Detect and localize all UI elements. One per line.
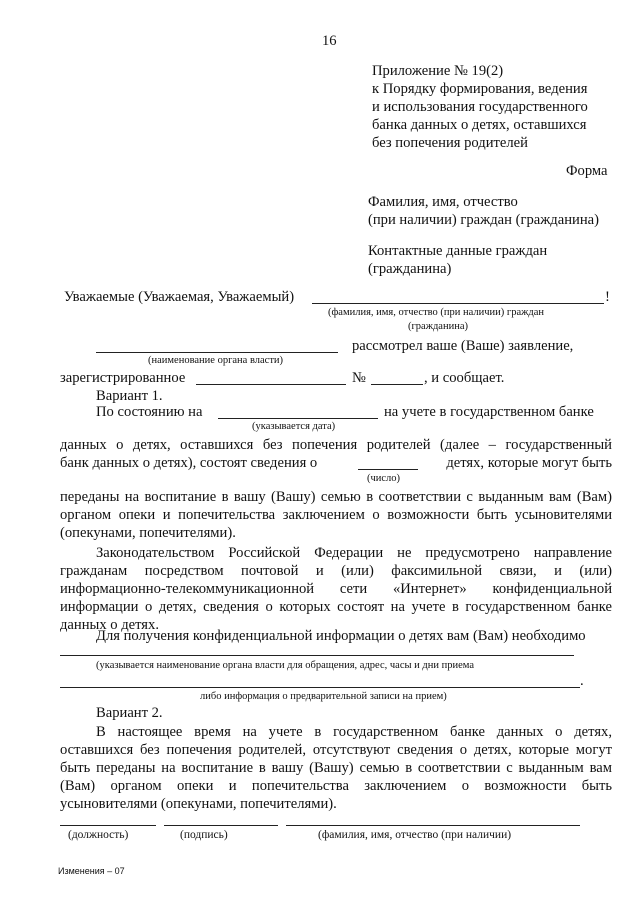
- greeting-fio-blank[interactable]: [312, 303, 604, 304]
- greeting-exclamation: !: [605, 289, 610, 305]
- recipient-name-line: (при наличии) граждан (гражданина): [368, 212, 599, 228]
- children-count-blank[interactable]: [358, 469, 418, 470]
- variant2-line: (Вам) органом опеки и попечительства заключением о возможности быть: [60, 778, 612, 794]
- authority-info-blank[interactable]: [60, 655, 574, 656]
- fio-hint: (фамилия, имя, отчество (при наличии): [318, 829, 512, 841]
- variant1-date-blank[interactable]: [218, 418, 378, 419]
- greeting-hint: (гражданина): [408, 321, 468, 332]
- footer-note: Изменения – 07: [58, 866, 125, 876]
- position-blank[interactable]: [60, 825, 156, 826]
- appendix-line: к Порядку формирования, ведения: [372, 81, 588, 97]
- law-line: данных о детях.: [60, 617, 159, 633]
- position-hint: (должность): [68, 829, 129, 841]
- law-line: информации о детях, сведения о которых состоят на учете в государственном банке: [60, 599, 612, 615]
- appendix-line: банка данных о детях, оставшихся: [372, 117, 587, 133]
- authority-blank[interactable]: [96, 352, 338, 353]
- end-dot: .: [580, 673, 584, 689]
- recipient-contact-line: (гражданина): [368, 261, 452, 277]
- variant2-line: усыновителями (опекунами, попечителями).: [60, 796, 337, 812]
- variant1-date-suffix: на учете в государственном банке: [384, 404, 594, 420]
- appendix-line: Приложение № 19(2): [372, 63, 504, 79]
- appendix-header: [372, 62, 588, 152]
- authority-info-hint-2: либо информация о предварительной записи на прием): [200, 691, 447, 702]
- recipient-name: [368, 193, 599, 229]
- registered-prefix: зарегистрированное: [60, 370, 186, 386]
- authority-hint: (наименование органа власти): [148, 355, 284, 366]
- recipient-contact-line: Контактные данные граждан: [368, 243, 548, 259]
- number-hint: (число): [367, 473, 401, 484]
- law-line: гражданам посредством почтовой и (или) факсимильной связи, и (или): [60, 563, 612, 579]
- form-label: Форма: [566, 163, 608, 179]
- variant1-text-line: переданы на воспитание в вашу (Вашу) семью в соответствии с выданным вам (Вам): [60, 489, 612, 505]
- variant1-text-line: (опекунами, попечителями).: [60, 525, 236, 541]
- registered-date-blank[interactable]: [196, 384, 346, 385]
- registered-suffix: , и сообщает.: [424, 370, 505, 386]
- law-line: информационно-телекоммуникационной сети «Интернет» конфиденциальной: [60, 581, 612, 597]
- variant2-line: В настоящее время на учете в государственном банке данных о детях,: [96, 724, 612, 740]
- variant2-title: Вариант 2.: [96, 705, 163, 721]
- number-sign: №: [352, 370, 366, 386]
- recipient-name-line: Фамилия, имя, отчество: [368, 194, 518, 210]
- recipient-contacts: [368, 242, 547, 278]
- variant1-date-prefix: По состоянию на: [96, 404, 203, 420]
- variant1-text-line: данных о детях, оставшихся без попечения родителей (далее – государственный: [60, 437, 612, 453]
- authority-info-blank-2[interactable]: [60, 687, 580, 688]
- registered-number-blank[interactable]: [371, 384, 423, 385]
- variant1-title: Вариант 1.: [96, 388, 163, 404]
- date-hint: (указывается дата): [252, 421, 336, 432]
- variant1-line3-prefix: банк данных о детях), состоят сведения о: [60, 455, 318, 471]
- appendix-line: и использования государственного: [372, 99, 588, 115]
- law-line: Законодательством Российской Федерации не предусмотрено направление: [96, 545, 612, 561]
- variant1-text-line: органом опеки и попечительства заключением о возможности быть усыновителями: [60, 507, 612, 523]
- review-text: рассмотрел ваше (Ваше) заявление,: [352, 338, 574, 354]
- variant1-line3-suffix: детях, которые могут быть: [446, 455, 612, 471]
- variant2-line: быть переданы на воспитание в вашу (Вашу) семью в соответствии с выданным вам: [60, 760, 612, 776]
- authority-info-hint: (указывается наименование органа власти для обращения, адрес, часы и дни приема: [96, 660, 474, 671]
- appendix-line: без попечения родителей: [372, 135, 528, 151]
- page-number: 16: [322, 33, 337, 49]
- greeting-hint: (фамилия, имя, отчество (при наличии) граждан: [328, 307, 544, 318]
- signature-blank[interactable]: [164, 825, 278, 826]
- variant2-line: оставшихся без попечения родителей, отсутствуют сведения о детях, которые могут: [60, 742, 612, 758]
- need-text: Для получения конфиденциальной информации о детях вам (Вам) необходимо: [96, 628, 586, 644]
- greeting-text: Уважаемые (Уважаемая, Уважаемый): [64, 289, 295, 305]
- signature-hint: (подпись): [180, 829, 228, 841]
- fio-blank[interactable]: [286, 825, 580, 826]
